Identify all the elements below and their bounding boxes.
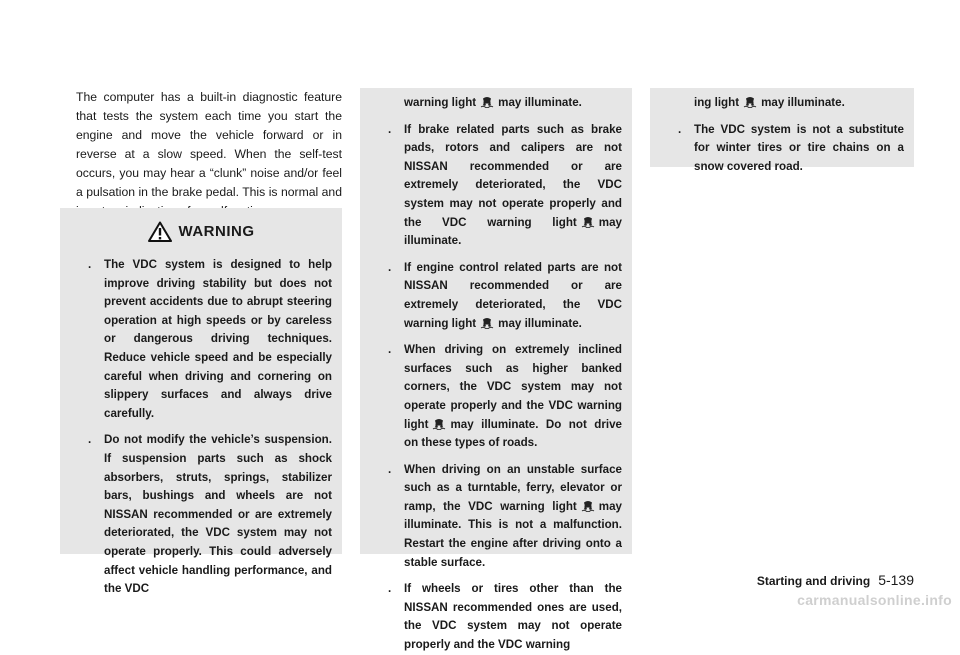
- vdc-warning-light-icon: [581, 499, 595, 512]
- bullet-marker: .: [88, 433, 92, 447]
- warning-item: [60, 431, 342, 598]
- warning-list-col2: [360, 94, 632, 655]
- bullet-marker: .: [388, 122, 392, 136]
- warning-text: If brake related parts such as brake pads, rotors and calipers are not NISSAN recommended or are extremely deteriorated, the VDC system may not operate properly and the VDC warning light: [404, 122, 622, 229]
- warning-text: may illuminate.: [404, 215, 622, 248]
- warning-text: ing light: [694, 96, 740, 109]
- bullet-marker: .: [388, 462, 392, 476]
- vdc-warning-light-icon: [743, 95, 757, 108]
- warning-item: [60, 256, 342, 423]
- page-footer: [757, 572, 914, 588]
- bullet-marker: .: [678, 122, 682, 136]
- bullet-marker: .: [388, 260, 392, 274]
- warning-header: [60, 220, 342, 242]
- warning-text: Do not modify the vehicle’s suspension. If suspension parts such as shock absorbers, struts, springs, stabilizer bars, bushings and wheels are not NISSAN recommended or are extremely deteriorated, the VDC system may not operate properly. This could adversely affect vehicle handling performance, and the VDC: [104, 433, 332, 596]
- watermark: carmanualsonline.info: [797, 592, 952, 608]
- warning-item: [360, 580, 632, 654]
- warning-text: may illuminate. Do not drive on these types of roads.: [404, 417, 622, 450]
- warning-text: may illuminate.: [498, 316, 582, 330]
- section-title: Starting and driving: [756, 574, 871, 588]
- warning-item: [650, 94, 914, 113]
- warning-triangle-icon: [148, 221, 172, 242]
- warning-text: When driving on an unstable surface such as a turntable, ferry, elevator or ramp, the VDC warning light: [404, 462, 622, 513]
- warning-panel-continued: [360, 88, 632, 652]
- warning-text: may illuminate.: [761, 96, 845, 109]
- warning-title: WARNING: [178, 222, 255, 240]
- page-number: 5-139: [878, 572, 914, 588]
- warning-item: [650, 121, 914, 177]
- warning-panel: [60, 208, 342, 596]
- warning-text: may illuminate. This is not a malfunction. Restart the engine after driving onto a stable surface.: [404, 499, 622, 569]
- vdc-warning-light-icon: [480, 316, 494, 329]
- vdc-warning-light-icon: [581, 215, 595, 228]
- warning-item: [360, 121, 632, 251]
- warning-text: warning light: [404, 96, 477, 109]
- warning-list-col3: [650, 94, 914, 176]
- warning-item: [360, 259, 632, 333]
- bullet-marker: .: [388, 582, 392, 596]
- warning-item: [360, 341, 632, 453]
- intro-paragraph: The computer has a built-in diagnostic feature that tests the system each time you start the engine and move the vehicle forward or in reverse at a slow speed. When the self-test occurs, you may hear a “clunk” noise and/or feel a pulsation in the brake pedal. This is normal and: [76, 90, 342, 199]
- warning-item: [360, 94, 632, 113]
- warning-panel-continued-2: [650, 88, 914, 173]
- bullet-marker: .: [88, 258, 92, 271]
- vdc-warning-light-icon: [432, 417, 446, 430]
- warning-text: may illuminate.: [498, 96, 582, 109]
- warning-item: [360, 461, 632, 573]
- warning-list-col1: [60, 256, 342, 599]
- warning-text: The VDC system is designed to help improve driving stability but does not prevent accidents due to abrupt steering operation at high speeds or by careless or dangerous driving techniques. Reduce vehicle speed and be especially careful when driving and cornering on slippery surfaces and always drive carefully.: [104, 258, 332, 420]
- bullet-marker: .: [388, 343, 392, 357]
- vdc-warning-light-icon: [480, 95, 494, 108]
- warning-text: If wheels or tires other than the NISSAN recommended ones are used, the VDC system may not operate properly and the VDC warning: [404, 582, 622, 652]
- warning-text: The VDC system is not a substitute for winter tires or tire chains on a snow covered road.: [694, 122, 904, 173]
- warning-text: When driving on extremely inclined surfaces such as higher banked corners, the VDC system may not operate properly and the VDC warning light: [404, 343, 622, 431]
- warning-text: If engine control related parts are not NISSAN recommended or are extremely deteriorated, the VDC warning light: [404, 260, 622, 330]
